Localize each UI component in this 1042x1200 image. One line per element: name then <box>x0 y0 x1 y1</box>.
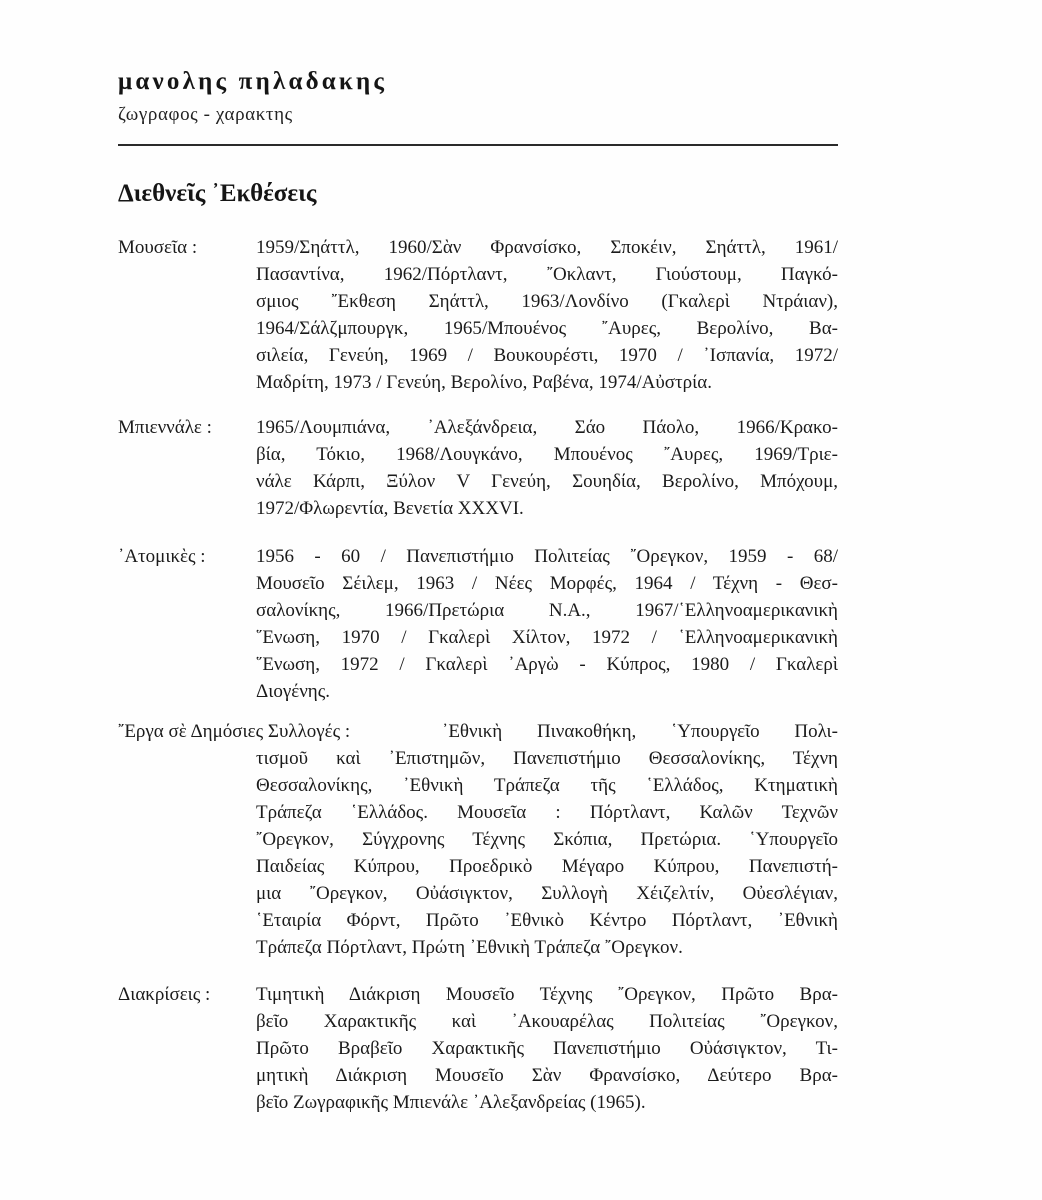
entry-label-collections: ῎Εργα σὲ Δημόσιες Συλλογές : <box>118 721 351 742</box>
text-line: Τράπεζα Πόρτλαντ, Πρώτη ᾿Εθνικὴ Τράπεζα ῎Ορεγκον. <box>256 937 683 958</box>
text-line: τισμοῦ καὶ ᾿Επιστημῶν, Πανεπιστήμιο Θεσσαλονίκης, Τέχνη <box>256 748 838 769</box>
entry-text-collections <box>256 718 838 961</box>
author-name: μανολης πηλαδακης <box>118 68 388 95</box>
text-line: βία, Τόκιο, 1968/Λουγκάνο, Μπουένος ῎Αυρες, 1969/Τριε- <box>256 444 838 465</box>
text-line: σμιος ῎Εκθεση Σηάττλ, 1963/Λονδίνο (Γκαλερὶ Ντράιαν), <box>256 291 838 312</box>
text-line: Πρῶτο Βραβεῖο Χαρακτικῆς Πανεπιστήμιο Οὐάσιγκτον, Τι- <box>256 1038 838 1059</box>
entry-label-solo: ᾿Ατομικὲς : <box>118 546 206 567</box>
text-line: ῾Εταιρία Φόρντ, Πρῶτο ᾿Εθνικὸ Κέντρο Πόρτλαντ, ᾿Εθνικὴ <box>256 910 838 931</box>
text-line: βεῖο Ζωγραφικῆς Μπιενάλε ᾿Αλεξανδρείας (1965). <box>256 1092 646 1113</box>
text-line: Παιδείας Κύπρου, Προεδρικὸ Μέγαρο Κύπρου, Πανεπιστή- <box>256 856 838 877</box>
text-line: Πασαντίνα, 1962/Πόρτλαντ, ῎Οκλαντ, Γιούστουμ, Παγκό- <box>256 264 838 285</box>
text-line: Μαδρίτη, 1973 / Γενεύη, Βερολίνο, Ραβένα, 1974/Αὐστρία. <box>256 372 712 393</box>
entry-text-biennale <box>256 414 838 522</box>
text-line: 1972/Φλωρεντία, Βενετία XXXVI. <box>256 498 524 519</box>
text-line: 1959/Σηάττλ, 1960/Σὰν Φρανσίσκο, Σποκέιν, Σηάττλ, 1961/ <box>256 237 838 258</box>
entry-text-awards <box>256 981 838 1116</box>
text-line: 1965/Λουμπιάνα, ᾿Αλεξάνδρεια, Σάο Πάολο, 1966/Κρακο- <box>256 417 838 438</box>
collections-first-line: ᾿Εθνικὴ Πινακοθήκη, ῾Υπουργεῖο Πολι- <box>442 721 838 742</box>
text-line: Τράπεζα ῾Ελλάδος. Μουσεῖα : Πόρτλαντ, Καλῶν Τεχνῶν <box>256 802 838 823</box>
text-line: Μουσεῖο Σέιλεμ, 1963 / Νέες Μορφές, 1964 / Τέχνη - Θεσ- <box>256 573 838 594</box>
entry-label-awards: Διακρίσεις : <box>118 984 211 1005</box>
text-line: ῞Ενωση, 1972 / Γκαλερὶ ᾿Αργὼ - Κύπρος, 1980 / Γκαλερὶ <box>256 654 838 675</box>
text-line: Τιμητικὴ Διάκριση Μουσεῖο Τέχνης ῎Ορεγκον, Πρῶτο Βρα- <box>256 984 838 1005</box>
text-line: Θεσσαλονίκης, ᾿Εθνικὴ Τράπεζα τῆς ῾Ελλάδος, Κτηματικὴ <box>256 775 838 796</box>
text-line: 1964/Σάλζμπουργκ, 1965/Μπουένος ῎Αυρες, Βερολίνο, Βα- <box>256 318 838 339</box>
text-line: ῞Ενωση, 1970 / Γκαλερὶ Χίλτον, 1972 / ῾Ελληνοαμερικανικὴ <box>256 627 838 648</box>
entry-text-solo <box>256 543 838 705</box>
text-line: Διογένης. <box>256 681 331 702</box>
text-line: νάλε Κάρπι, Ξύλον V Γενεύη, Σουηδία, Βερολίνο, Μπόχουμ, <box>256 471 838 492</box>
text-line: σιλεία, Γενεύη, 1969 / Βουκουρέστι, 1970 / ᾿Ισπανία, 1972/ <box>256 345 838 366</box>
text-line: μια ῎Ορεγκον, Οὐάσιγκτον, Συλλογὴ Χέιζελτίν, Οὐεσλέγιαν, <box>256 883 838 904</box>
text-line: μητικὴ Διάκριση Μουσεῖο Σὰν Φρανσίσκο, Δεύτερο Βρα- <box>256 1065 838 1086</box>
text-line: ῎Ορεγκον, Σύγχρονης Τέχνης Σκόπια, Πρετώρια. ῾Υπουργεῖο <box>256 829 838 850</box>
text-line: σαλονίκης, 1966/Πρετώρια N.A., 1967/῾Ελληνοαμερικανικὴ <box>256 600 838 621</box>
entry-label-biennale: Μπιεννάλε : <box>118 417 212 438</box>
text-line: βεῖο Χαρακτικῆς καὶ ᾿Ακουαρέλας Πολιτείας ῎Ορεγκον, <box>256 1011 838 1032</box>
text-line: 1956 - 60 / Πανεπιστήμιο Πολιτείας ῎Ορεγκον, 1959 - 68/ <box>256 546 838 567</box>
author-role: ζωγραφος - χαρακτης <box>118 104 293 125</box>
entry-label-museums: Μουσεῖα : <box>118 237 198 258</box>
entry-text-museums <box>256 234 838 396</box>
header-rule <box>118 144 838 146</box>
section-title: Διεθνεῖς ᾿Εκθέσεις <box>118 180 317 207</box>
